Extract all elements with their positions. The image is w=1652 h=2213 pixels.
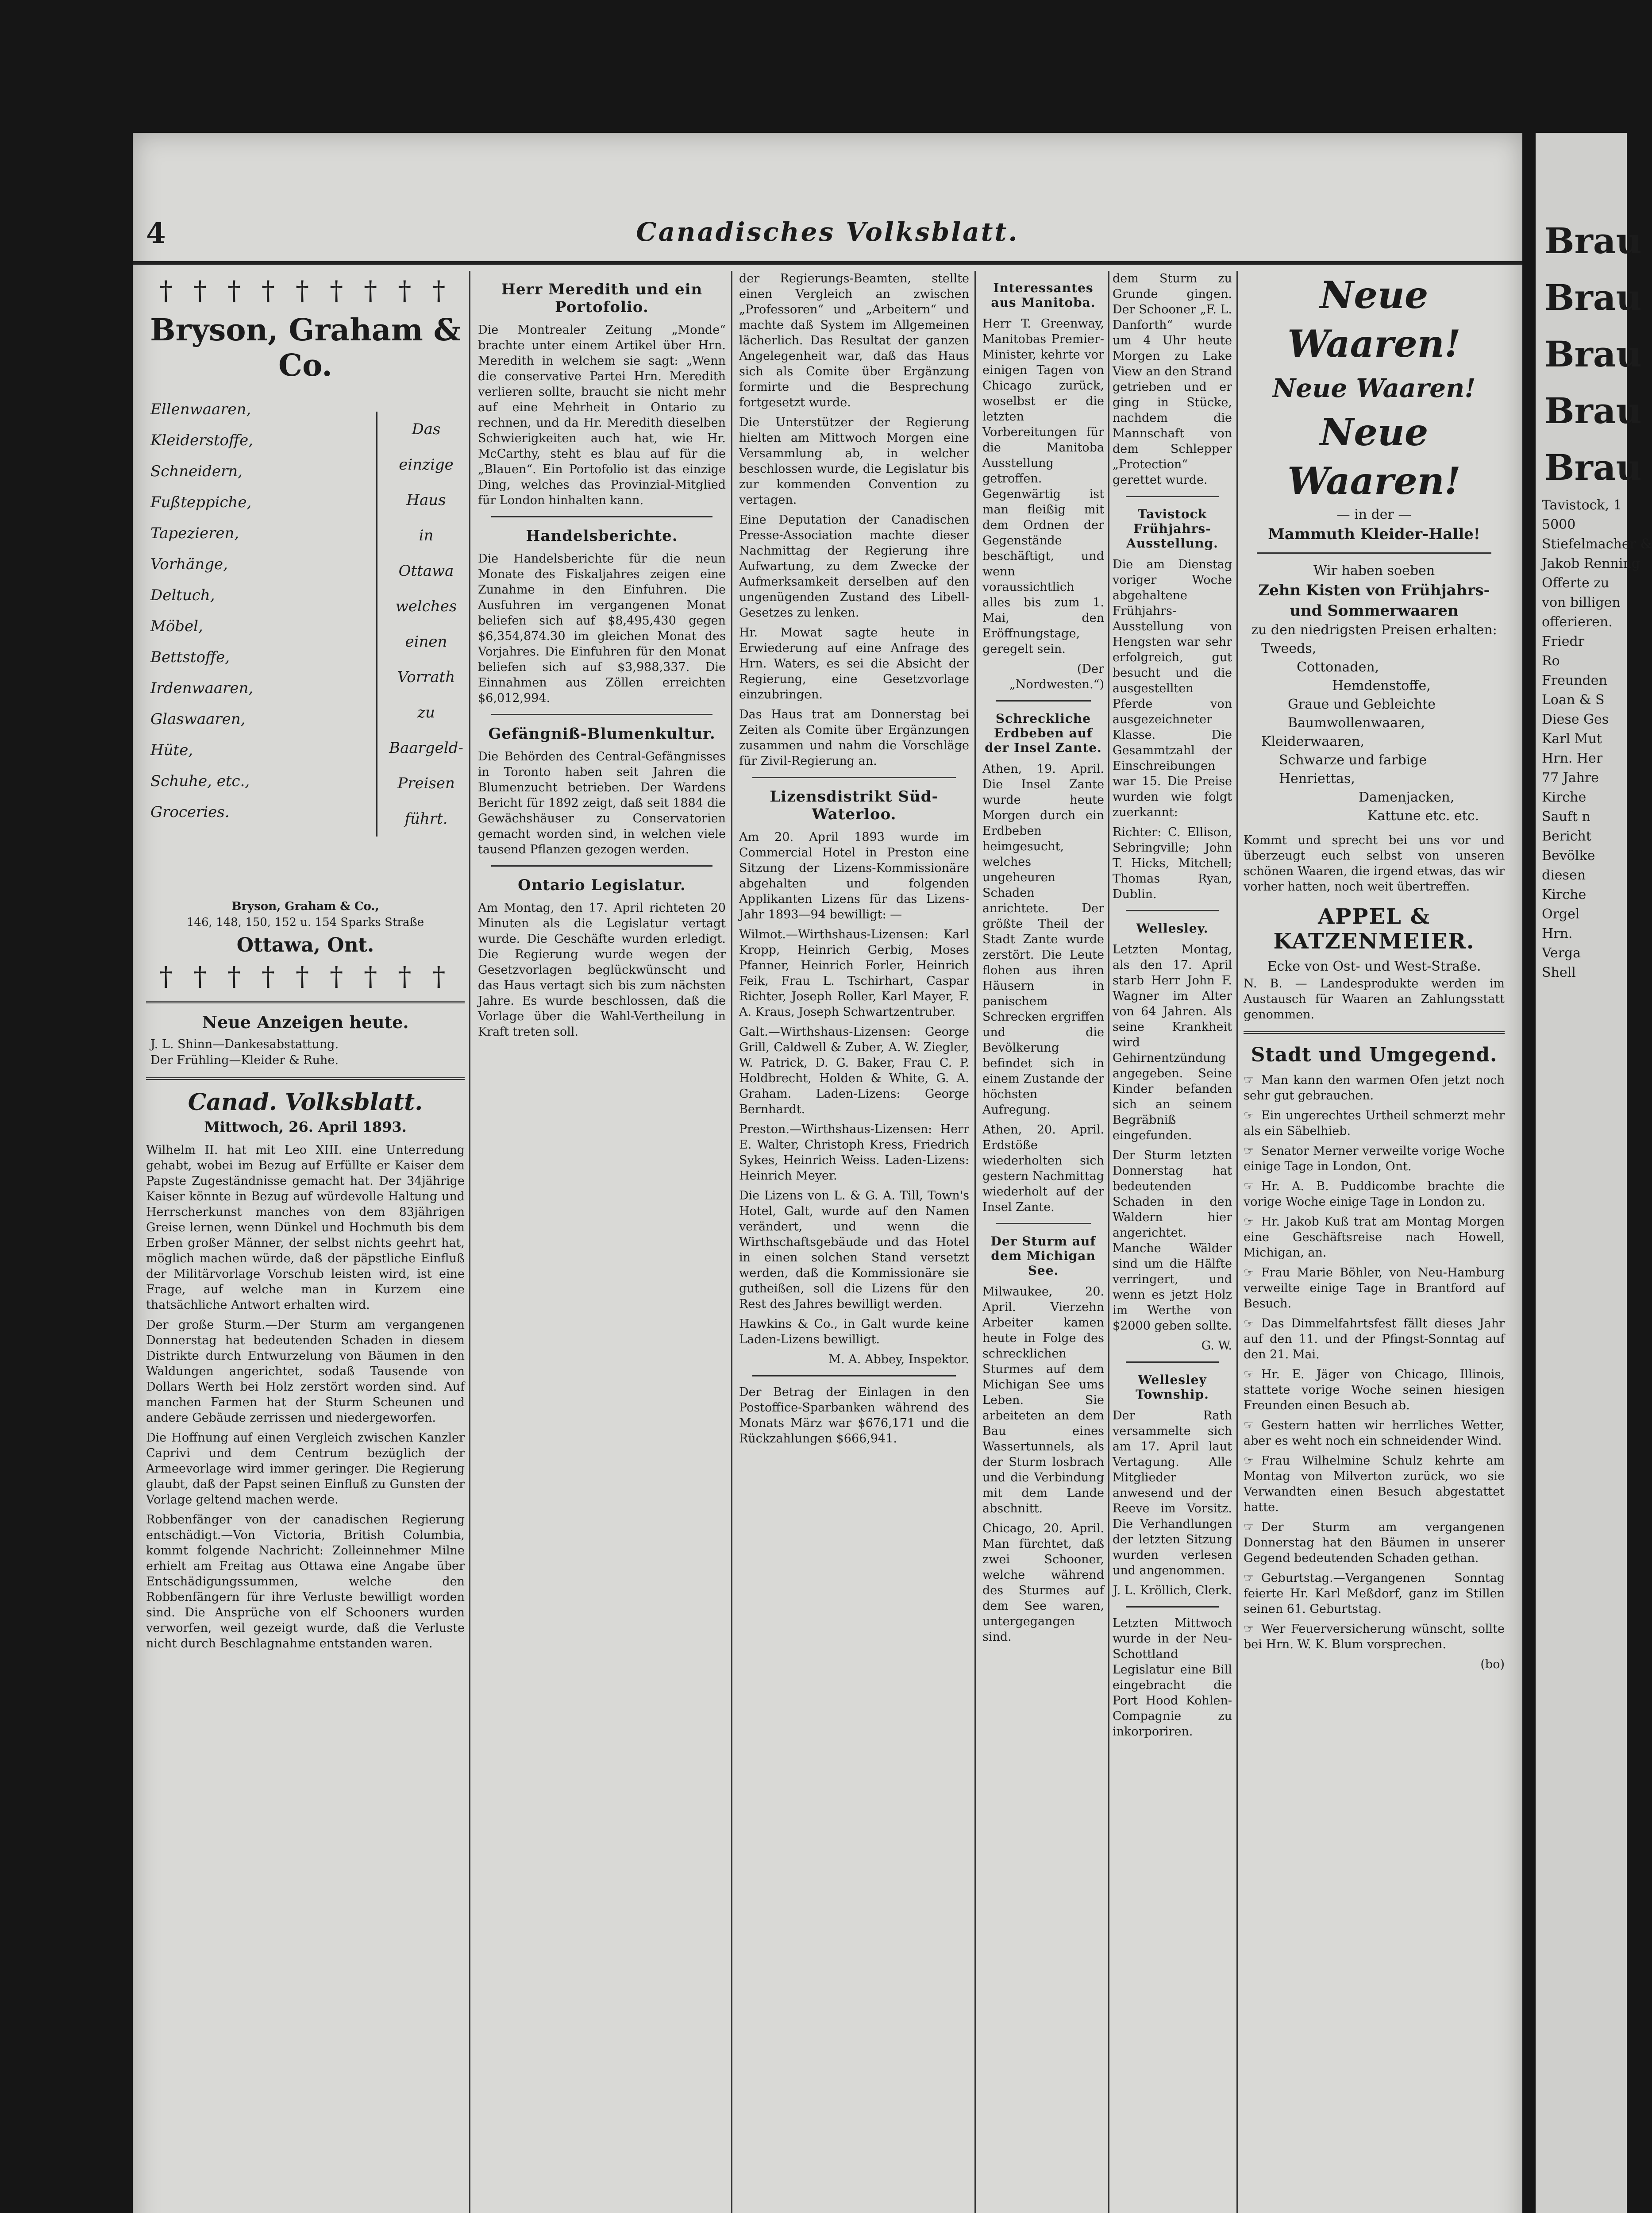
- ad-item: Vorhänge,: [150, 555, 228, 573]
- article-paragraph: Die am Dienstag voriger Woche abgehaltene Frühjahrs-Ausstellung von Hengsten war sehr erfolgreich, gut besucht und die ausgestellten Pferde von ausgezeichneter Klasse. Die Gesammtzahl der Einschreibungen war 15. Die Preise wurden wie folgt zuerkannt:: [1113, 558, 1232, 819]
- ad-item: Glaswaaren,: [150, 710, 246, 728]
- ad-item: Hemdenstoffe,: [1332, 678, 1431, 694]
- local-note-text: Ein ungerechtes Urtheil schmerzt mehr als ein Säbelhieb.: [1244, 1109, 1505, 1138]
- ad-item: Ellenwaaren,: [150, 401, 251, 418]
- column-rule: [731, 271, 732, 2213]
- local-note: [1244, 1179, 1505, 1210]
- column-4a: [982, 271, 1104, 2213]
- divider: [996, 1223, 1091, 1224]
- ad-item: Tapezieren,: [150, 524, 239, 542]
- strip-line: Diese Ges: [1542, 712, 1609, 727]
- column-4b: [1113, 271, 1232, 2213]
- ad-line: — in der —: [1336, 507, 1412, 522]
- article-heading: Gefängniß-Blumenkultur.: [488, 725, 716, 743]
- local-note-text: Hr. E. Jäger von Chicago, Illinois, stattete vorige Woche seinen hiesigen Freunden einen Besuch ab.: [1244, 1368, 1505, 1412]
- ad-headline: Neue Waaren!: [1287, 273, 1461, 366]
- ad-side-line: einen: [405, 633, 447, 651]
- article-paragraph: Galt.—Wirthshaus-Lizensen: George Grill, Caldwell & Zuber, A. W. Ziegler, W. Patrick, D. G. Baker, Frau C. P. Holdbrecht, Holden & White, G. A. Graham. Laden-Lizens: George Bernhardt.: [739, 1025, 969, 1116]
- ad-item: Groceries.: [150, 803, 230, 821]
- strip-line: Sauft n: [1542, 809, 1590, 825]
- article-paragraph: Wilhelm II. hat mit Leo XIII. eine Unterredung gehabt, wobei im Bezug auf Erfüllte er Kaiser dem Papste Zugeständnisse gemacht hat. Der 34jährige Kaiser könnte in Bezug auf würdevolle Haltung und Herrscherkunst manches von dem 83jährigen Greise lernen, wenn Dünkel und Hochmuth bis dem Erben großer Männer, der selbst nichts geehrt hat, möglich machen würde, daß der päpstliche Einfluß der Militärvorlage Vorschub leisten wird, ist eine Frage, auf welche man in Kurzem eine thatsächliche Antwort erhalten wird.: [146, 1143, 465, 1312]
- divider: [491, 865, 712, 867]
- article-paragraph: Der Rath versammelte sich am 17. April laut Vertagung. Alle Mitglieder anwesend und der Reeve im Vorsitz. Die Verhandlungen der letzten Sitzung wurden verlesen und angenommen.: [1113, 1409, 1232, 1577]
- ad-item: Fußteppiche,: [150, 493, 252, 511]
- local-note: [1244, 1143, 1505, 1174]
- local-note: [1244, 1214, 1505, 1261]
- column-rule: [469, 271, 470, 2213]
- signature: G. W.: [1201, 1339, 1232, 1353]
- local-note-text: Hr. A. B. Puddicombe brachte die vorige Woche einige Tage in London zu.: [1244, 1180, 1505, 1209]
- pointing-hand-icon: ☞: [1244, 1180, 1255, 1193]
- article-paragraph: Herr T. Greenway, Manitobas Premier-Minister, kehrte vor einigen Tagen von Chicago zurück, woselbst er die letzten Vorbereitungen für die Manitoba Ausstellung getroffen. Gegenwärtig ist man fleißig mit dem Ordnen der Gegenstände beschäftigt, und wenn voraussichtlich alles bis zum 1. Mai, den Eröffnungstage, geregelt sein.: [982, 317, 1104, 656]
- article-paragraph: Die Handelsberichte für die neun Monate des Fiskaljahres zeigen eine Zunahme in den Einfuhren. Die Ausfuhren im vergangenen Monat beliefen sich auf $8,495,430 gegen $6,354,874.30 im gleichen Monat des Vorjahres. Die Einfuhren für den Monat beliefen sich auf $3,988,337. Die Einnahmen aus Zöllen erreichten $6,012,994.: [478, 552, 726, 705]
- firm-name: APPEL & KATZENMEIER.: [1273, 904, 1475, 954]
- strip-line: 5000: [1542, 517, 1576, 532]
- local-note: [1244, 1072, 1505, 1103]
- strip-line: offerieren.: [1542, 614, 1613, 630]
- strip-line: Jakob Renning: [1542, 556, 1640, 571]
- article-paragraph: Die Montrealer Zeitung „Monde“ brachte unter einem Artikel über Hrn. Meredith in welchem sie sagt: „Wenn die conservative Partei Hrn. Meredith verlieren sollte, braucht sie nicht mehr auf eine Mehrheit in Ontario zu rechnen, und da Hr. Meredith dieselben Schwierigkeiten auch hat, wie Hr. McCarthy, steht es blau auf für die „Blauen“. Ein Portofolio ist das einzige Ding, welches das Provinzial-Mitglied für London hinhalten kann.: [478, 323, 726, 507]
- ad-item: Graue und Gebleichte Baumwollenwaaren,: [1288, 697, 1436, 731]
- article-heading: Tavistock Frühjahrs-Ausstellung.: [1126, 507, 1218, 551]
- article-heading: Lizensdistrikt Süd-Waterloo.: [770, 788, 939, 823]
- ad-item: Damenjacken,: [1359, 790, 1455, 805]
- divider: [752, 777, 956, 778]
- article-paragraph: Robbenfänger von der canadischen Regierung entschädigt.—Von Victoria, British Columbia, kommt folgende Nachricht: Zolleinnehmer Milne erhielt am Freitag aus Ottawa eine Angabe über Entschädigungssummen, welche den Robbenfängern für ihre Verluste bewilligt worden sind. Die Ansprüche von elf Schooners wurden verworfen, weil gezeigt wurde, daß die Verluste nicht durch Beschlagnahme entstanden waren.: [146, 1513, 465, 1650]
- ad-item: Kleiderwaaren,: [1261, 734, 1365, 749]
- ad-side-line: in: [419, 527, 434, 544]
- strip-line: 77 Jahre: [1542, 770, 1599, 786]
- strip-line: Bericht: [1542, 829, 1591, 844]
- article-paragraph: Hawkins & Co., in Galt wurde keine Laden-Lizens bewilligt.: [739, 1317, 969, 1346]
- ad-side-line: Ottawa: [398, 562, 454, 580]
- ad-item-list: [150, 394, 345, 828]
- article-heading: Herr Meredith und ein Portofolio.: [501, 281, 703, 316]
- strip-line: Shell: [1542, 965, 1576, 980]
- ad-side-line: welches: [395, 598, 457, 615]
- ad-item: Tweeds,: [1261, 641, 1317, 656]
- article-paragraph: Letzten Montag, als den 17. April starb Herr John F. Wagner im Alter von 64 Jahren. Als seine Krankheit wird Gehirnentzündung angegeben. Seine Kinder befanden sich an seinem Begräbniß eingefunden.: [1113, 943, 1232, 1142]
- local-note-text: Wer Feuerversicherung wünscht, sollte bei Hrn. W. K. Blum vorsprechen.: [1244, 1622, 1505, 1651]
- local-note: [1244, 1367, 1505, 1413]
- section-title: Stadt und Umgegend.: [1251, 1044, 1498, 1066]
- local-note-text: Geburtstag.—Vergangenen Sonntag feierte Hr. Karl Meßdorf, ganz im Stillen seinen 61. Geburtstag.: [1244, 1571, 1505, 1616]
- pointing-hand-icon: ☞: [1244, 1520, 1255, 1534]
- ad-item: Kleiderstoffe,: [150, 432, 254, 449]
- ad-paragraph: Kommt und sprecht bei uns vor und überzeugt euch selbst von unseren schönen Waaren, die irgend etwas, das wir vorher hatten, noch weit übertreffen.: [1244, 833, 1505, 894]
- ad-side-line: zu: [417, 704, 435, 721]
- strip-line: Loan & S: [1542, 692, 1605, 708]
- ad-side-text: [376, 412, 466, 837]
- pointing-hand-icon: ☞: [1244, 1622, 1255, 1636]
- ad-line: zu den niedrigsten Preisen erhalten:: [1251, 622, 1497, 638]
- ad-city: Ottawa, Ont.: [236, 934, 374, 956]
- newspaper-title: Canadisches Volksblatt.: [636, 217, 1019, 247]
- article-paragraph: Die Behörden des Central-Gefängnisses in Toronto haben seit Jahren die Blumenzucht betrieben. Der Wardens Bericht für 1892 zeigt, daß seit 1884 die Gewächshäuser zu Conservatorien gemacht worden sind, in welchen viele tausend Pflanzen gezogen werden.: [478, 750, 726, 856]
- local-note: [1244, 1108, 1505, 1139]
- article-paragraph: Athen, 20. April. Erdstöße wiederholten sich gestern Nachmittag wiederholt auf der Insel Zante.: [982, 1123, 1104, 1214]
- article-heading: Ontario Legislatur.: [518, 876, 686, 894]
- strip-line: Tavistock, 1: [1542, 497, 1622, 513]
- article-heading: Der Sturm auf dem Michigan See.: [990, 1234, 1096, 1278]
- pointing-hand-icon: ☞: [1244, 1266, 1255, 1280]
- signature: (Der „Nordwesten.“): [1009, 662, 1104, 691]
- column-3: [739, 271, 969, 2213]
- ad-title: Bryson, Graham & Co.: [150, 312, 461, 383]
- pointing-hand-icon: ☞: [1244, 1368, 1255, 1381]
- strip-line: Friedr: [1542, 634, 1585, 649]
- strip-line: Karl Mut: [1542, 731, 1602, 747]
- ad-item: Cottonaden,: [1297, 659, 1379, 675]
- local-note-text: Der Sturm am vergangenen Donnerstag hat den Bäumen in unserer Gegend bedeutenden Schaden gethan.: [1244, 1520, 1505, 1565]
- strip-line: Freunden: [1542, 673, 1607, 688]
- ad-item: Kattune etc. etc.: [1367, 808, 1479, 824]
- article-paragraph: Letzten Mittwoch wurde in der Neu-Schottland Legislatur eine Bill eingebracht die Port Hood Kohlen-Compagnie zu inkorporiren.: [1113, 1616, 1232, 1739]
- strip-line: diesen: [1542, 867, 1586, 883]
- divider: [752, 1375, 956, 1376]
- ad-side-line: einzige: [399, 456, 454, 474]
- pointing-hand-icon: ☞: [1244, 1215, 1255, 1229]
- article-paragraph: Der Betrag der Einlagen in den Postoffice-Sparbanken während des Monats März war $676,171 und die Rückzahlungen $666,941.: [739, 1385, 969, 1446]
- local-note: [1244, 1570, 1505, 1617]
- ad-item: Hüte,: [150, 741, 193, 759]
- article-paragraph: Am Montag, den 17. April richteten 20 Minuten als die Legislatur vertagt wurde. Die Geschäfte wurden erledigt. Die Regierung wurde wegen der Gesetzvorlagen beglückwünscht und das Haus vertagt sich bis zum nächsten Jahre. Es wurde beschlossen, daß die Vorlage über die Wahl-Vertheilung in Kraft treten soll.: [478, 901, 726, 1039]
- divider: [996, 700, 1091, 702]
- strip-line: Hrn. Her: [1542, 751, 1603, 766]
- folio-title: Canad. Volksblatt.: [188, 1089, 423, 1116]
- decorative-border: † † † † † † † † †: [159, 961, 452, 992]
- strip-line: Ro: [1542, 653, 1560, 669]
- divider: [1244, 1031, 1505, 1034]
- divider: [491, 516, 712, 517]
- column-rule: [1108, 271, 1109, 2213]
- ad-side-line: Haus: [406, 491, 446, 509]
- article-paragraph: Wilmot.—Wirthshaus-Lizensen: Karl Kropp, Heinrich Gerbig, Moses Pfanner, Heinrich Forler, Heinrich Feik, Frau L. Tschirhart, Caspar Richter, Joseph Roller, Karl Mayer, F. A. Kraus, Joseph Schwartzentruber.: [739, 928, 969, 1019]
- strip-line: Orgel: [1542, 906, 1580, 922]
- divider: [1126, 1361, 1219, 1363]
- ad-item: Möbel,: [150, 617, 203, 635]
- ad-item: Irdenwaaren,: [150, 679, 254, 697]
- article-paragraph: dem Sturm zu Grunde gingen. Der Schooner „F. L. Danforth“ wurde um 4 Uhr heute Morgen zu Lake View an den Strand getrieben und er ging in Stücke, nachdem die Mannschaft von dem Schlepper „Protection“ gerettet wurde.: [1113, 272, 1232, 487]
- strip-heading: Brau: [1544, 333, 1642, 375]
- ad-item: Schuhe, etc.,: [150, 772, 250, 790]
- strip-line: Hrn.: [1542, 926, 1573, 941]
- local-note: [1244, 1316, 1505, 1362]
- pointing-hand-icon: ☞: [1244, 1144, 1255, 1158]
- article-heading: Handelsberichte.: [526, 527, 678, 545]
- notice-line: J. L. Shinn—Dankesabstattung.: [150, 1037, 339, 1051]
- local-note-text: Hr. Jakob Kuß trat am Montag Morgen eine Geschäftsreise nach Howell, Michigan, an.: [1244, 1215, 1505, 1260]
- column-rule: [974, 271, 976, 2213]
- strip-line: von billigen: [1542, 595, 1621, 610]
- column-rule: [1236, 271, 1238, 2213]
- strip-line: Kirche: [1542, 790, 1587, 805]
- column-5: [1244, 271, 1505, 2213]
- pointing-hand-icon: ☞: [1244, 1454, 1255, 1468]
- firm-note: N. B. — Landesprodukte werden im Austausch für Waaren an Zahlungsstatt genommen.: [1244, 977, 1505, 1022]
- store-name: Mammuth Kleider-Halle!: [1268, 525, 1480, 543]
- article-paragraph: Der große Sturm.—Der Sturm am vergangenen Donnerstag hat bedeutenden Schaden in diesem Distrikte durch Entwurzelung von Bäumen in den Waldungen angerichtet, sodaß Tausende von Dollars Werth bei Holz zerstört worden sind. Auf manchen Farmen hat der Sturm Scheunen und andere Gebäude zerrissen und niedergeworfen.: [146, 1318, 465, 1425]
- pointing-hand-icon: ☞: [1244, 1109, 1255, 1122]
- strip-heading: Brau: [1544, 390, 1642, 432]
- strip-line: Verga: [1542, 945, 1581, 961]
- signature: M. A. Abbey, Inspektor.: [828, 1353, 969, 1366]
- local-note: [1244, 1621, 1505, 1652]
- article-heading: Wellesley Township.: [1136, 1373, 1209, 1402]
- article-paragraph: Die Unterstützer der Regierung hielten am Mittwoch Morgen eine Versammlung ab, in welcher beschlossen wurde, die Legislatur bis zur kommenden Convention zu vertagen.: [739, 416, 969, 507]
- article-paragraph: Der Sturm letzten Donnerstag hat bedeutenden Schaden in den Waldern hier angerichtet. Manche Wälder sind um die Hälfte verringert, und wenn es jetzt Holz im Werthe von $2000 geben sollte.: [1113, 1149, 1232, 1333]
- newspaper-page: [133, 133, 1522, 2213]
- divider: [1126, 1606, 1219, 1608]
- article-heading: Schreckliche Erdbeben auf der Insel Zante.: [985, 711, 1102, 755]
- article-paragraph: Die Lizens von L. & G. A. Till, Town's Hotel, Galt, wurde auf den Namen verändert, und wenn die Wirthschaftsgebäude und das Hotel in einen solchen Stand versetzt werden, daß die Kommissionäre sie gutheißen, soll die Lizens für den Rest des Jahres bewilligt werden.: [739, 1189, 969, 1311]
- local-note-text: Gestern hatten wir herrliches Wetter, aber es weht noch ein schneidender Wind.: [1244, 1419, 1505, 1448]
- pointing-hand-icon: ☞: [1244, 1419, 1255, 1432]
- ad-side-line: Das: [412, 420, 441, 438]
- ad-side-line: Baargeld-: [389, 739, 463, 757]
- ad-line: Zehn Kisten von Frühjahrs- und Sommerwaaren: [1258, 582, 1490, 620]
- ad-headline: Neue Waaren!: [1287, 410, 1461, 503]
- signature: J. L. Kröllich, Clerk.: [1113, 1584, 1232, 1597]
- pointing-hand-icon: ☞: [1244, 1571, 1255, 1585]
- issue-date: Mittwoch, 26. April 1893.: [204, 1118, 407, 1135]
- article-paragraph: Preston.—Wirthshaus-Lizensen: Herr E. Walter, Christoph Kress, Friedrich Sykes, Heinrich Weiss. Laden-Lizens: Heinrich Meyer.: [739, 1122, 969, 1183]
- divider: [1126, 910, 1219, 911]
- divider: [146, 1001, 465, 1003]
- article-paragraph: Am 20. April 1893 wurde im Commercial Hotel in Preston eine Sitzung der Lizens-Kommissionäre abgehalten und folgenden Applikanten Lizens für das Lizens-Jahr 1893—94 bewilligt: —: [739, 830, 969, 921]
- ad-line: Wir haben soeben: [1313, 563, 1435, 578]
- strip-heading: Brau: [1544, 220, 1642, 262]
- ad-side-line: Preisen: [397, 775, 455, 792]
- ad-item: Deltuch,: [150, 586, 215, 604]
- article-paragraph: Chicago, 20. April. Man fürchtet, daß zwei Schooner, welche während des Sturmes auf dem See waren, untergegangen sind.: [982, 1522, 1104, 1644]
- notice-line: Der Frühling—Kleider & Ruhe.: [150, 1053, 339, 1067]
- local-note-text: Das Dimmelfahrtsfest fällt dieses Jahr auf den 11. und der Pfingst-Sonntag auf den 21. Mai.: [1244, 1317, 1505, 1361]
- strip-line: Offerte zu: [1542, 575, 1610, 591]
- divider: [1257, 552, 1491, 554]
- article-paragraph: Die Hoffnung auf einen Vergleich zwischen Kanzler Caprivi und dem Centrum bezüglich der Armeevorlage wird immer geringer. Die Regierung glaubt, daß der Papst seinen Einfluß zu Gunsten der Vorlage geltend machen werde.: [146, 1431, 465, 1507]
- ad-item: Bettstoffe,: [150, 648, 230, 666]
- pointing-hand-icon: ☞: [1244, 1073, 1255, 1087]
- local-note: [1244, 1265, 1505, 1311]
- column-2: [478, 271, 726, 2213]
- page-number: 4: [146, 217, 166, 250]
- firm-address: Ecke von Ost- und West-Straße.: [1267, 959, 1481, 974]
- strip-line: Bevölke: [1542, 848, 1595, 864]
- ad-side-line: Vorrath: [397, 668, 455, 686]
- ad-item: Schneidern,: [150, 463, 243, 480]
- article-paragraph: Das Haus trat am Donnerstag bei Zeiten als Comite über Ergänzungen zusammen und nahm die Vorschläge für Zivil-Regierung an.: [739, 708, 969, 768]
- strip-line: Stiefelmacher &: [1542, 536, 1652, 552]
- local-note-text: Frau Marie Böhler, von Neu-Hamburg verweilte einige Tage in Brantford auf Besuch.: [1244, 1266, 1505, 1311]
- local-note: [1244, 1519, 1505, 1566]
- decorative-border: † † † † † † † † †: [159, 275, 452, 306]
- divider: [491, 714, 712, 715]
- local-note-text: Senator Merner verweilte vorige Woche einige Tage in London, Ont.: [1244, 1144, 1505, 1173]
- article-paragraph: Athen, 19. April. Die Insel Zante wurde heute Morgen durch ein Erdbeben heimgesucht, welches ungeheuren Schaden anrichtete. Der größte Theil der Stadt Zante wurde zerstört. Die Leute flohen aus ihren Häusern in panischem Schrecken ergriffen und die Bevölkerung befindet sich in einem Zustande der höchsten Aufregung.: [982, 762, 1104, 1117]
- ad-headline: Neue Waaren!: [1272, 373, 1476, 403]
- divider: [1126, 496, 1219, 497]
- adjacent-page-strip: [1536, 133, 1652, 2213]
- local-note: [1244, 1453, 1505, 1515]
- article-paragraph: Hr. Mowat sagte heute in Erwiederung auf eine Anfrage des Hrn. Waters, es sei die Absicht der Regierung, eine Gesetzvorlage einzubringen.: [739, 626, 969, 702]
- ad-address: 146, 148, 150, 152 u. 154 Sparks Straße: [186, 916, 424, 929]
- ad-body: [146, 394, 465, 898]
- strip-line: Kirche: [1542, 887, 1587, 902]
- article-paragraph: Richter: C. Ellison, Sebringville; John T. Hicks, Mitchell; Thomas Ryan, Dublin.: [1113, 825, 1232, 901]
- ad-firm: Bryson, Graham & Co.,: [231, 900, 379, 913]
- ad-item: Schwarze und farbige Henriettas,: [1279, 752, 1427, 787]
- article-paragraph: Milwaukee, 20. April. Vierzehn Arbeiter kamen heute in Folge des schrecklichen Sturmes auf dem Michigan See ums Leben. Sie arbeiteten an dem Bau eines Wassertunnels, als der Sturm losbrach und die Verbindung mit dem Lande abschnitt.: [982, 1285, 1104, 1515]
- local-note-text: Man kann den warmen Ofen jetzt noch sehr gut gebrauchen.: [1244, 1073, 1505, 1103]
- end-mark: (bo): [1480, 1658, 1505, 1671]
- strip-heading: Brau: [1544, 277, 1642, 318]
- article-paragraph: Eine Deputation der Canadischen Presse-Association machte dieser Nachmittag der Regierung ihre Aufwartung, zu dem Zwecke der Aufmerksamkeit derselben auf den ungenügenden Zustand des Libell-Gesetzes zu lenken.: [739, 513, 969, 620]
- article-heading: Interessantes aus Manitoba.: [991, 281, 1096, 310]
- notice-title: Neue Anzeigen heute.: [202, 1012, 409, 1032]
- local-note-text: Frau Wilhelmine Schulz kehrte am Montag von Milverton zurück, wo sie Verwandten einen Besuch abgestattet hatte.: [1244, 1454, 1505, 1514]
- article-heading: Wellesley.: [1136, 921, 1209, 936]
- column-1: [146, 271, 465, 2213]
- divider: [146, 1077, 465, 1080]
- strip-heading: Brau: [1544, 447, 1642, 488]
- masthead: [133, 212, 1522, 265]
- article-paragraph: der Regierungs-Beamten, stellte einen Vergleich an zwischen „Professoren“ und „Arbeitern“ und machte daß System im Allgemeinen lächerlich. Das Resultat der ganzen Angelegenheit war, daß das Haus sich als Comite über Ergänzung formirte und die Besprechung fortgesetzt wurde.: [739, 272, 969, 409]
- pointing-hand-icon: ☞: [1244, 1317, 1255, 1330]
- ad-side-line: führt.: [404, 810, 448, 828]
- local-note: [1244, 1418, 1505, 1449]
